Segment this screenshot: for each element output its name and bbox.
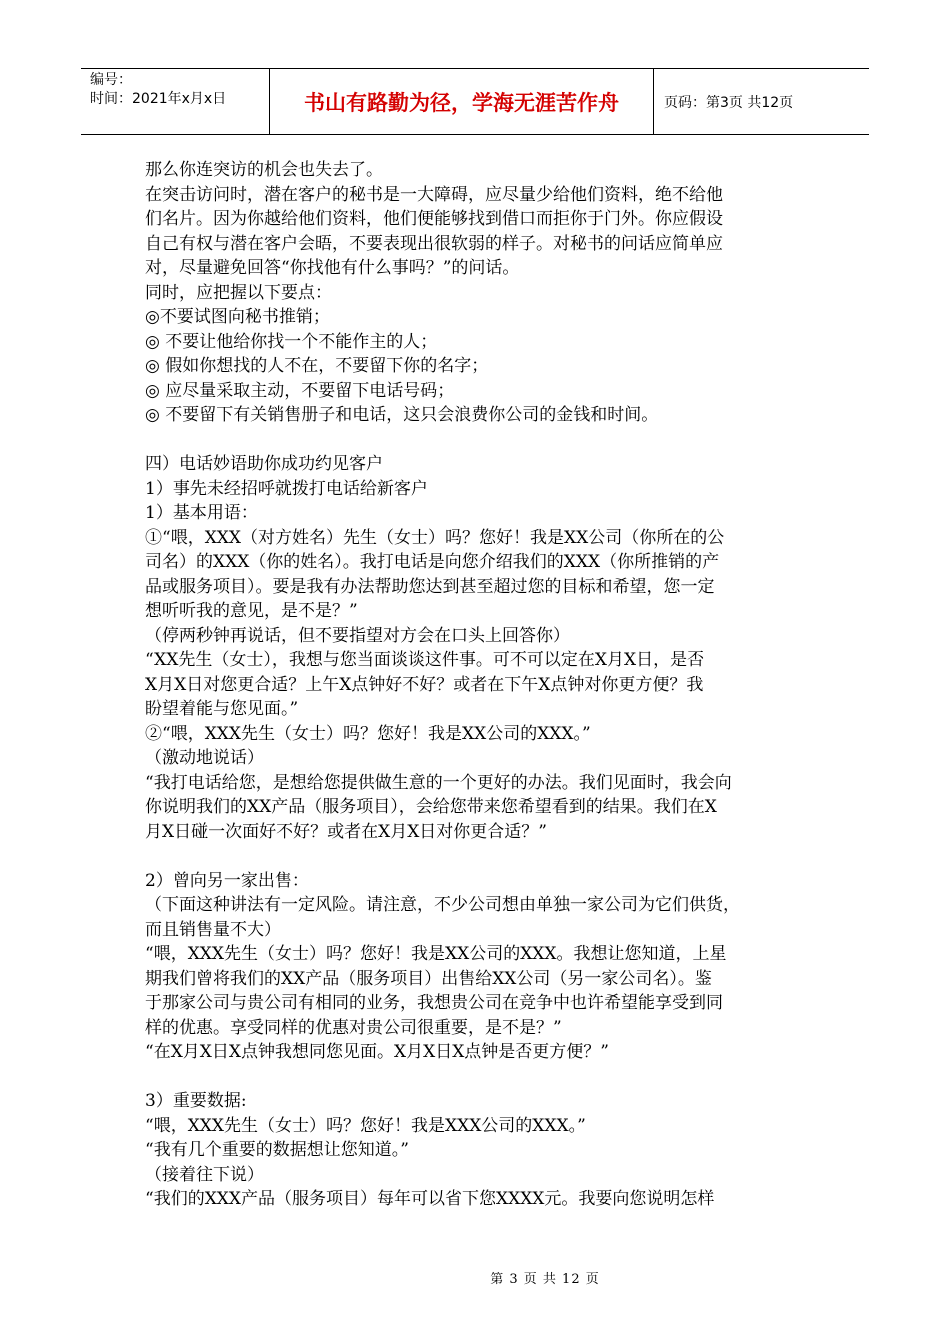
body-line: X月X日对您更合适？上午X点钟好不好？或者在下午X点钟对你更方便？我 [145,674,704,695]
blank-line [145,1065,815,1090]
body-line: 司名）的XXX（你的姓名）。我打电话是向您介绍我们的XXX（你所推销的产 [145,552,720,572]
body-line: 们名片。因为你越给他们资料，他们便能够找到借口而拒你于门外。你应假设 [145,209,723,229]
header-meta [81,69,270,134]
body-line: 2）曾向另一家出售： [145,870,309,891]
body-line: “XX先生（女士），我想与您当面谈谈这件事。可不可以定在X月X日，是否 [145,650,705,670]
body-line: 自己有权与潜在客户会晤，不要表现出很软弱的样子。对秘书的问话应简单应 [145,233,723,254]
page-footer [0,1268,950,1287]
body-line: “我打电话给您，是想给您提供做生意的一个更好的办法。我们见面时，我会向 [145,772,732,793]
body-line: 期我们曾将我们的XX产品（服务项目）出售给XX公司（另一家公司名）。鉴 [145,968,712,989]
body-line: 同时，应把握以下要点： [145,282,332,303]
body-line: 月X日碰一次面好不好？或者在X月X日对你更合适？” [145,821,547,842]
body-line: 想听听我的意见，是不是？” [145,601,358,621]
motto-text: 书山有路勤为径，学海无涯苦作舟 [304,90,619,115]
blank-line [145,428,815,453]
body-line: 3）重要数据: [145,1091,247,1111]
body-line: 对，尽量避免回答“你找他有什么事吗？”的问话。 [145,258,520,278]
body-line: “我们的XXX产品（服务项目）每年可以省下您XXXX元。我要向您说明怎样 [145,1189,715,1209]
header-page-info [654,69,869,134]
body-line: ◎ 假如你想找的人不在，不要留下你的名字； [145,356,489,376]
page-header [81,68,869,135]
body-line: 你说明我们的XX产品（服务项目），会给您带来您希望看到的结果。我们在X [145,797,717,817]
body-line: （停两秒钟再说话，但不要指望对方会在口头上回答你） [145,625,570,646]
document-date-label: 时间：2021年x月x日 [90,91,227,107]
body-line: （激动地说话） [145,748,264,768]
body-line: “在X月X日X点钟我想同您见面。X月X日X点钟是否更方便？” [145,1042,609,1062]
body-line: ◎ 不要让他给你找一个不能作主的人； [145,331,438,352]
body-line: “喂，XXX先生（女士）吗？您好！我是XX公司的XXX。我想让您知道，上星 [145,944,727,964]
blank-line [145,844,815,869]
body-line: 品或服务项目）。要是我有办法帮助您达到甚至超过您的目标和希望，您一定 [145,576,715,597]
body-line: 样的优惠。享受同样的优惠对贵公司很重要，是不是？” [145,1017,562,1038]
body-line: （下面这种讲法有一定风险。请注意，不少公司想由单独一家公司为它们供货， [145,895,740,915]
body-line: （接着往下说） [145,1164,264,1185]
body-line: ◎不要试图向秘书推销； [145,307,330,327]
header-motto [270,69,654,134]
body-line: 盼望着能与您见面。” [145,699,299,719]
body-line: ◎ 应尽量采取主动，不要留下电话号码； [145,380,455,401]
body-line: 1）基本用语： [145,503,258,523]
document-body [145,158,815,1212]
body-line: ②“喂，XXX先生（女士）吗？您好！我是XX公司的XXX。” [145,723,591,744]
body-line: “我有几个重要的数据想让您知道。” [145,1140,409,1160]
document-number-label: 编号： [90,72,132,88]
body-line: ◎ 不要留下有关销售册子和电话，这只会浪费你公司的金钱和时间。 [145,405,659,425]
body-line: 那么你连突访的机会也失去了。 [145,160,383,180]
footer-page-number: 第 3 页 共 12 页 [490,1272,600,1287]
body-line: “喂，XXX先生（女士）吗？您好！我是XXX公司的XXX。” [145,1115,586,1136]
body-line: 在突击访问时，潜在客户的秘书是一大障碍，应尽量少给他们资料，绝不给他 [145,184,723,205]
body-line: 于那家公司与贵公司有相同的业务，我想贵公司在竞争中也许希望能享受到同 [145,993,723,1013]
body-line: ①“喂，XXX（对方姓名）先生（女士）吗？您好！我是XX公司（你所在的公 [145,527,725,548]
body-line: 1）事先未经招呼就拨打电话给新客户 [145,478,428,499]
body-line: 四）电话妙语助你成功约见客户 [145,454,383,474]
page-number-label: 页码：第3页 共12页 [664,94,794,111]
body-line: 而且销售量不大） [145,919,281,940]
